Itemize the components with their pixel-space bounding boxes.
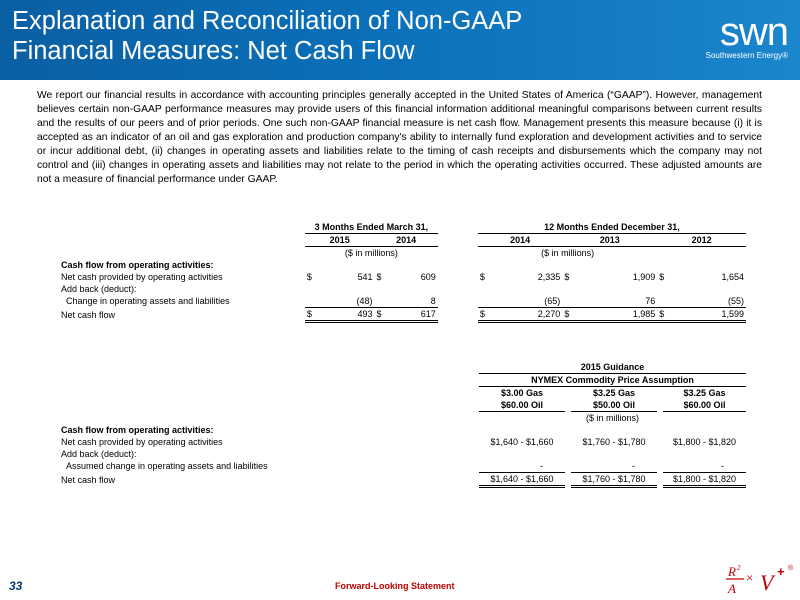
table-row [59,448,746,460]
page-number: 33 [9,579,23,593]
guidance-header: 2015 Guidance [479,361,746,374]
cell-value: $1,800 - $1,820 [663,473,746,487]
cell-value: 1,654 [721,272,744,282]
table-unit-row [59,247,746,260]
logo-wordmark: swn [719,10,788,54]
cell-value: 2,270 [488,308,562,322]
row-label: Net cash flow [61,474,116,485]
currency-symbol: $ [657,308,670,322]
table-row [59,460,746,473]
unit-label: ($ in millions) [344,248,398,258]
cell-value: 1,985 [575,308,657,322]
table-header-row [59,361,746,374]
currency-symbol: $ [659,272,665,282]
logo-registered: ® [788,565,794,572]
nymex-header: NYMEX Commodity Price Assumption [479,374,746,387]
cell-value: $1,640 - $1,660 [490,437,554,447]
gas-price-header: $3.25 Gas [592,388,636,398]
currency-symbol: $ [305,308,316,322]
header-bar [0,0,800,80]
cell-value: 609 [420,272,436,282]
table-header-row [59,374,746,387]
unit-label: ($ in millions) [585,413,639,423]
oil-price-header: $50.00 Oil [571,399,657,412]
table-header-row [59,387,746,400]
cell-value: $1,640 - $1,660 [479,473,565,487]
cell-value: 76 [575,295,657,308]
row-label: Net cash provided by operating activities [61,272,223,282]
currency-symbol: $ [479,272,485,282]
header-12-months: 12 Months Ended December 31, [478,221,746,234]
currency-symbol: $ [562,308,575,322]
year-header: 2015 [305,234,375,247]
cell-value: 617 [385,308,438,322]
table-header-row [59,399,746,412]
currency-symbol: $ [306,272,312,282]
cell-value: (65) [488,295,562,308]
currency-symbol: $ [564,272,570,282]
table-year-row [59,234,746,247]
year-header: 2014 [478,234,562,247]
table-row [59,271,746,283]
row-label: Assumed change in operating assets and liabilities [66,461,268,472]
rav-logo-icon [724,562,796,596]
header-3-months: 3 Months Ended March 31, [305,221,438,234]
year-header: 2014 [375,234,438,247]
section-label: Cash flow from operating activities: [61,260,214,270]
logo-superscript: 2 [737,564,741,572]
row-label: Change in operating assets and liabilities [66,296,230,307]
cell-value: - [571,460,657,473]
logo-letter-a: A [728,581,736,596]
gas-price-header: $3.25 Gas [683,388,726,398]
logo-subtitle: Southwestern Energy® [705,51,788,60]
cell-value: 493 [315,308,374,322]
row-label: Add back (deduct): [61,449,137,459]
cell-value: 1,909 [632,272,656,282]
cell-value: (48) [315,295,374,308]
oil-price-header: $60.00 Oil [479,399,565,412]
row-label: Net cash flow [61,309,116,320]
intro-paragraph: We report our financial results in accordance with accounting principles generally accepted in the United States of America (“GAAP”). However, management believes certain non-GAAP performance measures may provide users of this financial information additional meaningful comparisons between current results and the results of our peers and of prior periods. One such non-GAAP financial measure is net cash flow. Management presents this measure because (i) it is accepted as an indicator of an oil and gas exploration and production company's ability to internally fund exploration and development activities and to service or incur additional debt, (ii) changes in operating assets and liabilities relate to the timing of cash receipts and disbursements which the company may not control and (iii) changes in operating assets and liabilities may not relate to the period in which the operating activities occurred. These adjusted amounts are not a measure of financial performance under GAAP. [37,90,762,185]
table-row [59,436,746,448]
table-row [59,283,746,295]
table-header-row [59,221,746,234]
footer [0,574,800,600]
cell-value: 2,335 [537,272,561,282]
logo-plus: + [777,564,785,579]
table-row [59,259,746,271]
section-label: Cash flow from operating activities: [61,425,214,435]
cell-value: 8 [385,295,438,308]
gas-price-header: $3.00 Gas [500,388,544,398]
year-header: 2012 [657,234,746,247]
cell-value: - [479,460,565,473]
page-title [12,6,522,66]
row-label: Net cash provided by operating activities [61,437,223,447]
company-logo [705,10,788,60]
currency-symbol: $ [478,308,489,322]
cell-value: 1,599 [670,308,746,322]
oil-price-header: $60.00 Oil [663,399,746,412]
table-unit-row [59,412,746,425]
table-row [59,424,746,436]
cell-value: $1,760 - $1,780 [571,473,657,487]
currency-symbol: $ [376,272,382,282]
guidance-table [59,361,746,488]
cell-value: $1,800 - $1,820 [672,437,737,447]
cell-value: (55) [670,295,746,308]
unit-label: ($ in millions) [541,248,595,258]
title-line-2: Financial Measures: Net Cash Flow [12,37,415,65]
title-line-1: Explanation and Reconciliation of Non-GAAP [12,7,523,35]
currency-symbol: $ [375,308,386,322]
year-header: 2013 [562,234,657,247]
cell-value: 541 [357,272,373,282]
row-label: Add back (deduct): [61,284,137,294]
cell-value: - [663,460,746,473]
logo-arrow: × [746,570,754,585]
logo-letter-r: R [728,564,736,579]
forward-looking-statement-link[interactable]: Forward-Looking Statement [335,581,455,591]
table-row-total [59,473,746,487]
table-row [59,295,746,308]
net-cash-flow-table [59,221,746,323]
table-row-total [59,308,746,322]
cell-value: $1,760 - $1,780 [582,437,646,447]
logo-letter-v: V [760,570,774,595]
